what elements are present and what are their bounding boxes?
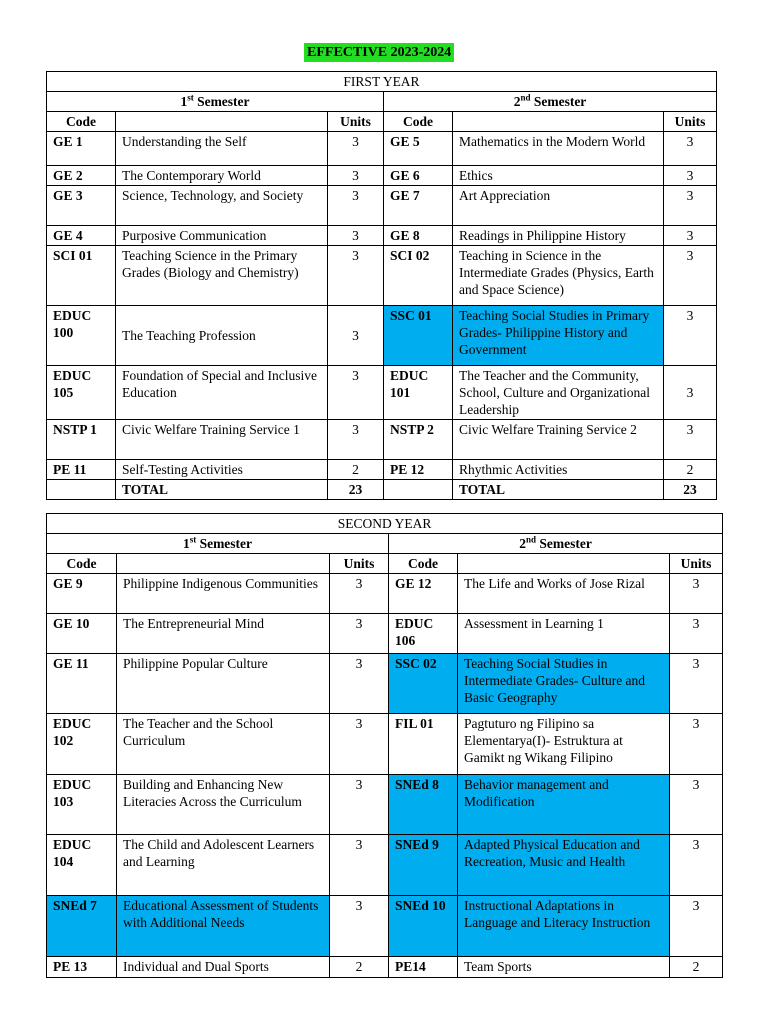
course-code: GE 5 xyxy=(384,132,453,166)
units-header: Units xyxy=(670,554,723,574)
course-units: 2 xyxy=(328,460,384,480)
course-code: GE 2 xyxy=(47,166,116,186)
course-units: 3 xyxy=(664,226,717,246)
course-code: FIL 01 xyxy=(389,714,458,775)
blank-header xyxy=(458,554,670,574)
course-title: The Life and Works of Jose Rizal xyxy=(458,574,670,614)
units-header: Units xyxy=(330,554,389,574)
table-row xyxy=(47,896,723,957)
course-title: Science, Technology, and Society xyxy=(116,186,328,226)
code-header: Code xyxy=(389,554,458,574)
course-code: PE 12 xyxy=(384,460,453,480)
course-title: Team Sports xyxy=(458,957,670,978)
course-code: EDUC 105 xyxy=(47,366,116,420)
course-units: 3 xyxy=(664,166,717,186)
course-units: 2 xyxy=(664,460,717,480)
course-units: 3 xyxy=(664,366,717,420)
course-units: 3 xyxy=(670,896,723,957)
course-code: EDUC 100 xyxy=(47,306,116,366)
course-title: Foundation of Special and Inclusive Education xyxy=(116,366,328,420)
second-year-table xyxy=(46,513,723,978)
course-title: Teaching in Science in the Intermediate Grades (Physics, Earth and Space Science) xyxy=(453,246,664,306)
course-code: GE 6 xyxy=(384,166,453,186)
course-title: Behavior management and Modification xyxy=(458,775,670,835)
blank-cell xyxy=(47,480,116,500)
course-units: 3 xyxy=(330,896,389,957)
course-code: GE 12 xyxy=(389,574,458,614)
course-title: The Teacher and the School Curriculum xyxy=(117,714,330,775)
semester-2-header: 2nd Semester xyxy=(384,92,717,112)
course-title: Mathematics in the Modern World xyxy=(453,132,664,166)
table-row xyxy=(47,574,723,614)
course-units: 3 xyxy=(328,186,384,226)
course-units: 3 xyxy=(328,226,384,246)
course-title: The Child and Adolescent Learners and Learning xyxy=(117,835,330,896)
table-row xyxy=(47,775,723,835)
course-title: The Contemporary World xyxy=(116,166,328,186)
course-code: GE 4 xyxy=(47,226,116,246)
first-year-table xyxy=(46,71,717,500)
course-code: EDUC 102 xyxy=(47,714,117,775)
year-title: FIRST YEAR xyxy=(47,72,717,92)
course-units: 2 xyxy=(330,957,389,978)
course-code: SNEd 8 xyxy=(389,775,458,835)
course-units: 3 xyxy=(328,306,384,366)
table-row xyxy=(47,614,723,654)
blank-cell xyxy=(384,480,453,500)
course-title: Adapted Physical Education and Recreation, Music and Health xyxy=(458,835,670,896)
course-title: The Entrepreneurial Mind xyxy=(117,614,330,654)
course-title: Civic Welfare Training Service 1 xyxy=(116,420,328,460)
blank-header xyxy=(453,112,664,132)
course-code: GE 9 xyxy=(47,574,117,614)
course-title: Pagtuturo ng Filipino sa Elementarya(I)- Estruktura at Gamikt ng Wikang Filipino xyxy=(458,714,670,775)
course-code: SNEd 7 xyxy=(47,896,117,957)
course-units: 3 xyxy=(664,306,717,366)
table-row xyxy=(47,366,717,420)
course-units: 3 xyxy=(330,775,389,835)
semester-1-header: 1st Semester xyxy=(47,534,389,554)
table-row xyxy=(47,835,723,896)
course-title: Self-Testing Activities xyxy=(116,460,328,480)
total-units: 23 xyxy=(664,480,717,500)
course-code: GE 1 xyxy=(47,132,116,166)
course-code: NSTP 2 xyxy=(384,420,453,460)
course-units: 3 xyxy=(670,835,723,896)
blank-header xyxy=(117,554,330,574)
course-code: SCI 02 xyxy=(384,246,453,306)
course-code: EDUC 106 xyxy=(389,614,458,654)
course-title: Teaching Science in the Primary Grades (Biology and Chemistry) xyxy=(116,246,328,306)
course-units: 3 xyxy=(670,574,723,614)
code-header: Code xyxy=(47,112,116,132)
course-code: GE 8 xyxy=(384,226,453,246)
course-title: Individual and Dual Sports xyxy=(117,957,330,978)
course-code: PE 13 xyxy=(47,957,117,978)
course-code: SNEd 10 xyxy=(389,896,458,957)
course-title: Civic Welfare Training Service 2 xyxy=(453,420,664,460)
course-code: SSC 02 xyxy=(389,654,458,714)
table-row xyxy=(47,714,723,775)
semester-1-header: 1st Semester xyxy=(47,92,384,112)
total-label: TOTAL xyxy=(453,480,664,500)
course-units: 3 xyxy=(328,132,384,166)
course-units: 3 xyxy=(330,574,389,614)
course-code: SNEd 9 xyxy=(389,835,458,896)
course-title: Readings in Philippine History xyxy=(453,226,664,246)
course-units: 3 xyxy=(670,614,723,654)
course-units: 3 xyxy=(328,366,384,420)
course-title: Philippine Popular Culture xyxy=(117,654,330,714)
course-title: Rhythmic Activities xyxy=(453,460,664,480)
course-title: Instructional Adaptations in Language and Literacy Instruction xyxy=(458,896,670,957)
course-units: 3 xyxy=(664,186,717,226)
course-units: 3 xyxy=(670,775,723,835)
course-units: 3 xyxy=(664,132,717,166)
course-units: 3 xyxy=(328,420,384,460)
course-code: GE 7 xyxy=(384,186,453,226)
course-title: Purposive Communication xyxy=(116,226,328,246)
table-row xyxy=(47,460,717,480)
course-title: The Teaching Profession xyxy=(116,306,328,366)
course-title: Understanding the Self xyxy=(116,132,328,166)
course-units: 3 xyxy=(330,654,389,714)
table-row xyxy=(47,132,717,166)
course-units: 3 xyxy=(664,246,717,306)
course-code: EDUC 104 xyxy=(47,835,117,896)
code-header: Code xyxy=(384,112,453,132)
course-code: NSTP 1 xyxy=(47,420,116,460)
course-title: Assessment in Learning 1 xyxy=(458,614,670,654)
total-row xyxy=(47,480,717,500)
course-code: GE 3 xyxy=(47,186,116,226)
course-title: Teaching Social Studies in Intermediate Grades- Culture and Basic Geography xyxy=(458,654,670,714)
course-title: Philippine Indigenous Communities xyxy=(117,574,330,614)
table-row xyxy=(47,226,717,246)
units-header: Units xyxy=(328,112,384,132)
course-units: 3 xyxy=(330,714,389,775)
course-code: EDUC 103 xyxy=(47,775,117,835)
effective-year-label: EFFECTIVE 2023-2024 xyxy=(304,43,454,62)
course-code: PE14 xyxy=(389,957,458,978)
course-code: PE 11 xyxy=(47,460,116,480)
table-row xyxy=(47,957,723,978)
course-title: Building and Enhancing New Literacies Across the Curriculum xyxy=(117,775,330,835)
units-header: Units xyxy=(664,112,717,132)
total-label: TOTAL xyxy=(116,480,328,500)
course-code: GE 11 xyxy=(47,654,117,714)
course-units: 3 xyxy=(664,420,717,460)
course-units: 3 xyxy=(328,246,384,306)
code-header: Code xyxy=(47,554,117,574)
semester-2-header: 2nd Semester xyxy=(389,534,723,554)
table-row xyxy=(47,186,717,226)
total-units: 23 xyxy=(328,480,384,500)
course-code: SSC 01 xyxy=(384,306,453,366)
course-title: Teaching Social Studies in Primary Grades- Philippine History and Government xyxy=(453,306,664,366)
course-units: 3 xyxy=(328,166,384,186)
course-title: Art Appreciation xyxy=(453,186,664,226)
course-title: Educational Assessment of Students with Additional Needs xyxy=(117,896,330,957)
course-units: 3 xyxy=(330,614,389,654)
course-title: The Teacher and the Community, School, Culture and Organizational Leadership xyxy=(453,366,664,420)
table-row xyxy=(47,166,717,186)
table-row xyxy=(47,654,723,714)
year-title: SECOND YEAR xyxy=(47,514,723,534)
course-units: 3 xyxy=(330,835,389,896)
course-title: Ethics xyxy=(453,166,664,186)
course-code: GE 10 xyxy=(47,614,117,654)
course-units: 3 xyxy=(670,654,723,714)
course-code: EDUC 101 xyxy=(384,366,453,420)
table-row xyxy=(47,420,717,460)
course-units: 3 xyxy=(670,714,723,775)
table-row xyxy=(47,306,717,366)
course-code: SCI 01 xyxy=(47,246,116,306)
course-units: 2 xyxy=(670,957,723,978)
blank-header xyxy=(116,112,328,132)
table-row xyxy=(47,246,717,306)
